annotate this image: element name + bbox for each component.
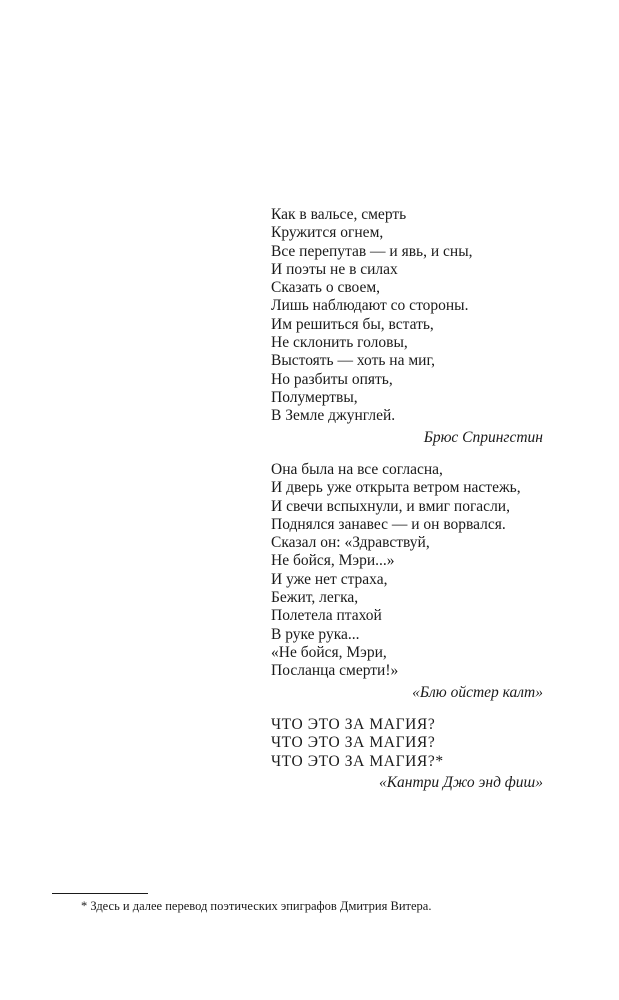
poem-line: Полетела птахой [271, 607, 382, 625]
poem-line: Сказал он: «Здравствуй, [271, 534, 430, 552]
epigraph-attribution: «Кантри Джо энд фиш» [378, 773, 543, 791]
epigraph-springsteen [271, 206, 543, 447]
epigraph-country-joe [271, 716, 543, 792]
poem-line: Не бойся, Мэри...» [271, 552, 395, 570]
poem-line: Она была на все согласна, [271, 461, 443, 478]
poem-line: «Не бойся, Мэри, [271, 643, 387, 661]
poem-line: Им решиться бы, встать, [271, 315, 434, 333]
poem-line: Бежит, легка, [271, 589, 359, 607]
poem-line: И свечи вспыхнули, и вмиг погасли, [271, 497, 510, 515]
footnote: * Здесь и далее перевод поэтических эпиграфов Дмитрия Витера. [81, 899, 432, 913]
poem-line: Но разбиты опять, [271, 370, 393, 388]
poem-line: И уже нет страха, [271, 570, 388, 588]
poem-line: Как в вальсе, смерть [271, 206, 407, 223]
poem-line: И дверь уже открыта ветром настежь, [271, 479, 521, 497]
poem-line: Выстоять — хоть на миг, [271, 352, 435, 370]
poem-line: ЧТО ЭТО ЗА МАГИЯ? [271, 716, 436, 733]
poem-line: Лишь наблюдают со стороны. [271, 297, 469, 315]
poem-line: В руке рука... [271, 625, 360, 643]
poem-line: Не склонить головы, [271, 334, 408, 352]
epigraph-blue-oyster-cult [271, 461, 543, 702]
poem-line: И поэты не в силах [271, 260, 398, 278]
epigraph-attribution: «Блю ойстер калт» [412, 683, 543, 701]
poem-line: Поднялся занавес — и он ворвался. [271, 515, 506, 533]
poem-line: Посланца смерти!» [271, 662, 399, 680]
poem-line: Все перепутав — и явь, и сны, [271, 242, 473, 260]
poem-line: В Земле джунглей. [271, 407, 396, 425]
footnote-divider [52, 893, 148, 894]
poem-line: Полумертвы, [271, 388, 358, 406]
poem-line: ЧТО ЭТО ЗА МАГИЯ? [271, 734, 436, 752]
poem-line: ЧТО ЭТО ЗА МАГИЯ?* [271, 752, 444, 770]
epigraph-attribution: Брюс Спрингстин [423, 428, 543, 446]
poem-line: Сказать о своем, [271, 279, 381, 297]
poem-line: Кружится огнем, [271, 224, 384, 242]
